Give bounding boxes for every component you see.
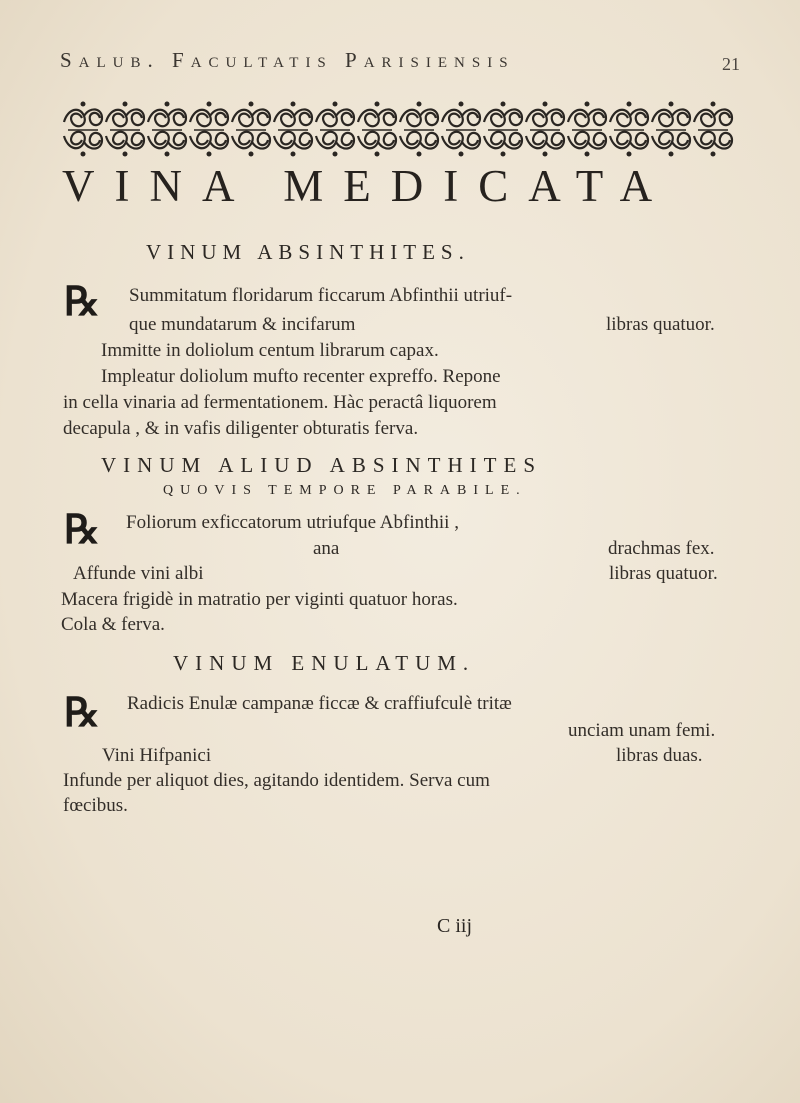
text-line: decapula , & in vafis diligenter obturatis ferva. — [63, 418, 419, 439]
running-head — [60, 40, 740, 80]
recipe-symbol-2: ℞ — [64, 507, 100, 552]
text-line: fœcibus. — [63, 795, 128, 816]
text-line: ana — [313, 538, 340, 559]
running-head-title: Salub. Facultatis Parisiensis — [60, 48, 515, 72]
section-title-enulatum: VINUM ENULATUM. — [173, 651, 476, 675]
text-line: Impleatur doliolum mufto recenter expreffo. Repone — [101, 366, 501, 387]
text-line: drachmas fex. — [608, 538, 715, 559]
text-line: Summitatum floridarum ficcarum Abfinthii utriuf- — [129, 285, 513, 306]
text-line: Foliorum exficcatorum utriufque Abfinthii , — [126, 512, 459, 533]
text-line: unciam unam femi. — [568, 720, 716, 741]
signature-mark: C iij — [437, 915, 473, 937]
text-line: libras quatuor. — [606, 314, 715, 335]
text-line: Infunde per aliquot dies, agitando identidem. Serva cum — [63, 770, 490, 791]
recipe-symbol-3: ℞ — [64, 690, 100, 735]
section-title-absinthites: VINUM ABSINTHITES. — [146, 240, 470, 264]
section-subtitle: QUOVIS TEMPORE PARABILE. — [163, 483, 527, 498]
text-line: Immitte in doliolum centum librarum capax. — [101, 340, 439, 361]
text-line: in cella vinaria ad fermentationem. Hàc peractâ liquorem — [63, 392, 497, 413]
recipe-symbol-1: ℞ — [64, 279, 100, 324]
text-line: Macera frigidè in matratio per viginti quatuor horas. — [61, 589, 458, 610]
text-line: que mundatarum & incifarum — [129, 314, 356, 335]
text-line: libras duas. — [616, 745, 703, 766]
chapter-heading: VINA MEDICATA — [62, 161, 673, 211]
text-line: libras quatuor. — [609, 563, 718, 584]
text-line: Radicis Enulæ campanæ ficcæ & craffiufculè tritæ — [127, 693, 512, 714]
section-title-aliud: VINUM ALIUD ABSINTHITES — [101, 453, 542, 477]
page-number: 21 — [722, 54, 740, 74]
text-line: Affunde vini albi — [73, 563, 204, 584]
ornamental-border — [62, 100, 737, 158]
text-line: Vini Hifpanici — [102, 745, 212, 766]
text-line: Cola & ferva. — [61, 614, 165, 635]
